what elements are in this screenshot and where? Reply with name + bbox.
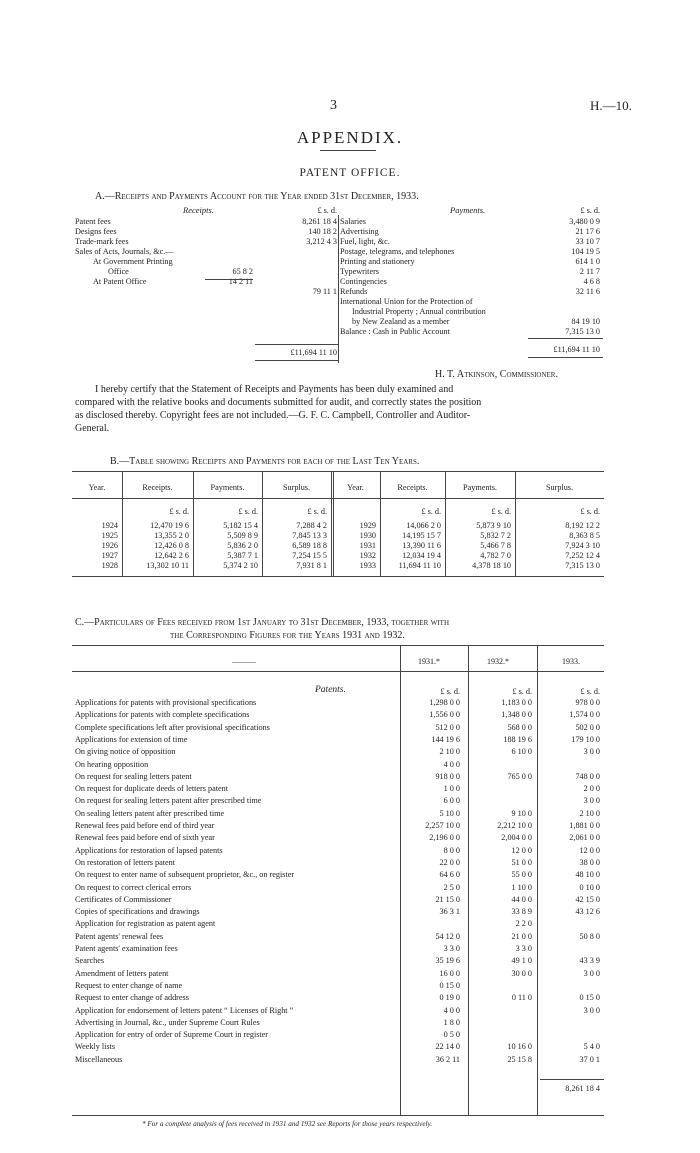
payment-amount: 2 11 7 [579, 267, 600, 276]
certificate-line: as disclosed thereby. Copyright fees are not included.—G. F. C. Campbell, Controller and Auditor- [75, 410, 471, 421]
table-cell: 5,836 2 0 [227, 541, 258, 550]
table-cell: 11,694 11 10 [398, 561, 441, 570]
fee-1931: 2 10 0 [439, 747, 460, 757]
fee-1933: 43 3 9 [579, 956, 600, 966]
receipt-amount: 3,212 4 3 [306, 237, 337, 246]
payment-label: Typewriters [340, 267, 379, 276]
receipts-currency-header: £ s. d. [317, 206, 337, 215]
page-subtitle: PATENT OFFICE. [299, 167, 401, 179]
section-a-heading: A.—Receipts and Payments Account for the Year ended 31st December, 1933. [95, 191, 419, 202]
table-cell: 1924 [101, 521, 118, 530]
table-cell: 5,832 7 2 [480, 531, 511, 540]
column-header-1932: 1932.* [487, 657, 509, 666]
receipt-label: Designs fees [75, 227, 117, 236]
fee-1933: 1,574 0 0 [569, 710, 600, 720]
column-header: Surplus. [282, 483, 311, 492]
sales-subtotal-rule [205, 279, 253, 280]
fee-1932: 25 15 8 [507, 1054, 532, 1064]
fee-1933: 3 0 0 [583, 747, 600, 757]
receipt-label: Sales of Acts, Journals, &c.— [75, 247, 174, 256]
fee-1932: 55 0 0 [511, 870, 532, 880]
fee-1933: 3 0 0 [583, 968, 600, 978]
table-cell: 1930 [359, 531, 376, 540]
fee-1931: 2 5 0 [443, 882, 460, 892]
fee-1932: 6 10 0 [511, 747, 532, 757]
fee-label: Request to enter change of address [75, 993, 189, 1003]
fee-1931: 35 19 6 [435, 956, 460, 966]
column-header: Surplus. [545, 483, 574, 492]
fee-1931: 2,257 10 0 [425, 821, 460, 830]
payments-total: £11,694 11 10 [553, 345, 600, 354]
payment-amount: 32 11 6 [575, 287, 600, 296]
fee-label: Applications for restoration of lapsed patents [75, 845, 223, 855]
table-cell: 7,254 15 5 [292, 551, 327, 560]
fee-label: On restoration of letters patent [75, 857, 176, 867]
payment-amount: 7,315 13 0 [565, 327, 600, 336]
payment-label: Refunds [340, 287, 368, 296]
section-a-divider [338, 215, 339, 363]
fee-label: On request for duplicate deeds of letters patent [75, 784, 229, 794]
fee-1933: 0 10 0 [579, 882, 600, 892]
fee-1931: 2,196 0 0 [429, 833, 460, 843]
table-cell: 1932 [359, 551, 376, 560]
fee-label: Applications for patents with complete specifications [75, 710, 250, 720]
column-divider [262, 471, 263, 576]
fee-label: Amendment of letters patent [75, 968, 169, 978]
fee-1933: 42 15 0 [575, 894, 600, 904]
column-divider [122, 471, 123, 576]
receipt-label: Patent fees [75, 217, 111, 226]
fee-label: Miscellaneous [75, 1054, 123, 1064]
receipts-total-rule-bottom [255, 360, 338, 361]
fee-1933: 37 0 1 [579, 1054, 600, 1064]
fee-1931: 6 0 0 [443, 796, 460, 806]
section-c-col-divider-1 [400, 645, 401, 1115]
fee-1932: 765 0 0 [507, 771, 532, 781]
receipts-total: £11,694 11 10 [290, 348, 337, 357]
unit-1931: £ s. d. [440, 687, 460, 696]
column-divider [380, 471, 381, 576]
column-header: Payments. [463, 483, 497, 492]
section-c-heading-line2: the Corresponding Figures for the Years 1931 and 1932. [170, 630, 405, 641]
table-cell: 1933 [359, 561, 376, 570]
payment-amount: 21 17 6 [575, 227, 600, 236]
section-b-heading: B.—Table showing Receipts and Payments for each of the Last Ten Years. [110, 456, 420, 467]
fee-1933: 748 0 0 [575, 771, 600, 781]
fee-label: Request to enter change of name [75, 980, 183, 990]
column-divider [445, 471, 446, 576]
fee-1933: 1,881 0 0 [569, 821, 600, 830]
column-header: Receipts. [397, 483, 428, 492]
table-cell: 1931 [359, 541, 376, 550]
table-cell: 1925 [101, 531, 118, 540]
table-cell: 7,252 12 4 [565, 551, 600, 560]
certificate-line: compared with the relative books and documents submitted for audit, and correctly states the position [75, 397, 482, 408]
table-cell: 5,509 8 9 [227, 531, 258, 540]
column-divider [193, 471, 194, 576]
section-c-col-divider-3 [537, 645, 538, 1115]
receipt-amount: 8,261 18 4 [302, 217, 337, 226]
fee-1932: 33 8 9 [511, 907, 532, 917]
fee-label: On hearing opposition [75, 759, 149, 769]
title-rule [320, 150, 376, 151]
payment-label: Postage, telegrams, and telephones [340, 247, 455, 256]
unit-label: £ s. d. [580, 507, 600, 516]
fee-1933: 2 0 0 [583, 784, 600, 794]
fee-label: On request for sealing letters patent [75, 771, 192, 781]
fee-1933: 12 0 0 [579, 845, 600, 855]
certificate-line: I hereby certify that the Statement of Receipts and Payments has been duly examined and [95, 384, 454, 395]
payment-label: Industrial Property ; Annual contribution [352, 307, 486, 316]
payment-amount: 33 10 7 [575, 237, 600, 246]
payment-label: Balance : Cash in Public Account [340, 327, 450, 336]
fee-1933: 50 8 0 [579, 931, 600, 941]
column-header-1931: 1931.* [418, 657, 440, 666]
fee-1931: 16 0 0 [439, 968, 460, 978]
column-header-blank: ——— [232, 657, 256, 666]
column-header-1933: 1933. [562, 657, 580, 666]
payment-label: Advertising [340, 227, 379, 236]
fee-1931: 36 3 1 [439, 907, 460, 917]
unit-label: £ s. d. [238, 507, 258, 516]
fee-1931: 22 14 0 [435, 1042, 460, 1052]
receipt-label: Trade-mark fees [75, 237, 129, 246]
receipt-label: At Government Printing [93, 257, 173, 266]
unit-label: £ s. d. [169, 507, 189, 516]
fee-label: On giving notice of opposition [75, 747, 176, 757]
fee-1931: 1,298 0 0 [429, 698, 460, 707]
unit-label: £ s. d. [307, 507, 327, 516]
table-cell: 12,034 19 4 [402, 551, 441, 560]
fee-1933: 2 10 0 [579, 808, 600, 818]
column-header: Year. [347, 483, 364, 492]
payment-amount: 104 19 5 [571, 247, 600, 256]
section-c-bottom-rule [72, 1115, 604, 1116]
fee-1933: 48 10 0 [575, 870, 600, 880]
receipt-amount: 65 8 2 [232, 267, 253, 276]
column-header: Receipts. [142, 483, 173, 492]
payment-amount: 84 19 10 [571, 317, 600, 326]
fee-1933: 3 0 0 [583, 796, 600, 806]
table-cell: 5,387 7 1 [227, 551, 258, 560]
unit-label: £ s. d. [491, 507, 511, 516]
fee-label: Patent agents' renewal fees [75, 931, 164, 941]
table-cell: 12,426 0 8 [154, 541, 189, 550]
fee-1932: 1,183 0 0 [501, 698, 532, 707]
receipt-amount: 14 2 11 [228, 277, 253, 286]
fee-label: On request to correct clerical errors [75, 882, 192, 892]
fee-1932: 49 1 0 [511, 956, 532, 966]
table-cell: 1929 [359, 521, 376, 530]
receipts-total-rule-top [255, 344, 338, 345]
fee-label: Applications for patents with provisional specifications [75, 698, 257, 707]
fee-1931: 4 0 0 [443, 759, 460, 769]
fee-label: Renewal fees paid before end of sixth year [75, 833, 215, 843]
table-cell: 8,192 12 2 [565, 521, 600, 530]
fee-1931: 4 0 0 [443, 1005, 460, 1015]
payments-total-rule-bottom [528, 357, 603, 358]
table-cell: 14,195 15 7 [402, 531, 441, 540]
payment-amount: 3,480 0 9 [569, 217, 600, 226]
receipt-label: Office [108, 267, 129, 276]
page-number: 3 [330, 98, 337, 113]
fee-1931: 8 0 0 [443, 845, 460, 855]
fee-label: Weekly lists [75, 1042, 116, 1052]
sales-subtotal: 79 11 1 [312, 287, 337, 296]
table-cell: 13,390 11 6 [402, 541, 441, 550]
table-cell: 1926 [101, 541, 118, 550]
fee-1931: 64 6 0 [439, 870, 460, 880]
receipt-label: At Patent Office [93, 277, 147, 286]
table-cell: 7,931 8 1 [296, 561, 327, 570]
fee-1933: 38 0 0 [579, 857, 600, 867]
payment-label: International Union for the Protection of [340, 297, 473, 306]
fee-label: Certificates of Commissioner [75, 894, 172, 904]
table-cell: 5,182 15 4 [223, 521, 258, 530]
fee-label: On request to enter name of subsequent proprietor, &c., on register [75, 870, 295, 880]
fee-1933: 5 4 0 [583, 1042, 600, 1052]
fee-1932: 30 0 0 [511, 968, 532, 978]
fee-1931: 36 2 11 [435, 1054, 460, 1064]
footnote: * For a complete analysis of fees received in 1931 and 1932 see Reports for those years respectively. [142, 1120, 433, 1128]
table-cell: 8,363 8 5 [569, 531, 600, 540]
report-code: H.—10. [590, 98, 632, 113]
total-1933-rule-top [540, 1079, 604, 1080]
unit-label: £ s. d. [421, 507, 441, 516]
fee-label: Applications for extension of time [75, 734, 188, 744]
fee-1931: 1 0 0 [443, 784, 460, 794]
fee-label: Application for entry of order of Supreme Court in register [75, 1030, 269, 1040]
fee-1933: 2,061 0 0 [569, 833, 600, 843]
payments-label: Payments. [450, 205, 486, 215]
table-cell: 5,873 9 10 [476, 521, 511, 530]
fee-label: Patent agents' examination fees [75, 944, 178, 953]
table-cell: 12,470 19 6 [150, 521, 189, 530]
fee-1933: 0 15 0 [579, 993, 600, 1003]
fee-1933: 978 0 0 [575, 698, 600, 707]
certificate-line: General. [75, 423, 110, 434]
fee-1933: 43 12 6 [575, 907, 600, 917]
total-1933: 8,261 18 4 [565, 1084, 600, 1093]
table-cell: 5,466 7 8 [480, 541, 511, 550]
section-c-header-rule [72, 671, 604, 672]
table-cell: 4,378 18 10 [472, 561, 511, 570]
fee-label: On request for sealing letters patent after prescribed time [75, 796, 262, 806]
table-cell: 12,642 2 6 [154, 551, 189, 560]
column-header: Year. [88, 483, 106, 492]
receipt-amount: 140 18 2 [308, 227, 337, 236]
table-cell: 13,355 2 0 [154, 531, 189, 540]
fee-1932: 0 11 0 [511, 993, 532, 1003]
column-divider [515, 471, 516, 576]
payment-amount: 4 6 8 [583, 277, 600, 286]
payment-label: by New Zealand as a member [352, 317, 450, 326]
fee-label: Renewal fees paid before end of third year [75, 821, 215, 830]
column-header: Payments. [210, 483, 245, 492]
table-cell: 4,782 7 0 [480, 551, 511, 560]
payments-total-rule-top [528, 338, 603, 339]
table-cell: 7,845 13 3 [292, 531, 327, 540]
fee-label: Copies of specifications and drawings [75, 907, 200, 917]
fee-1932: 3 3 0 [515, 944, 532, 953]
fee-1931: 5 10 0 [439, 808, 460, 818]
fee-1932: 2 2 0 [515, 919, 532, 929]
fee-label: Application for endorsement of letters patent “ Licenses of Right ” [75, 1005, 294, 1015]
fee-1932: 51 0 0 [511, 857, 532, 867]
table-cell: 1928 [101, 561, 118, 570]
fee-1932: 2,004 0 0 [501, 833, 532, 843]
section-b-header-rule [72, 498, 604, 499]
payment-label: Contingencies [340, 277, 387, 286]
table-cell: 7,924 3 10 [565, 541, 600, 550]
fee-1931: 3 3 0 [443, 944, 460, 953]
table-cell: 14,066 2 0 [406, 521, 441, 530]
fee-1931: 1,556 0 0 [429, 710, 460, 720]
fee-1932: 12 0 0 [511, 845, 532, 855]
fee-1931: 918 0 0 [435, 771, 460, 781]
fee-label: Application for registration as patent agent [75, 919, 216, 929]
fee-1932: 568 0 0 [507, 722, 532, 732]
fee-label: Complete specifications left after provisional specifications [75, 722, 270, 732]
commissioner-signature: H. T. Atkinson, Commissioner. [435, 369, 558, 380]
fee-label: On sealing letters patent after prescribed time [75, 808, 225, 818]
patents-label: Patents. [315, 685, 346, 695]
fee-1931: 0 5 0 [443, 1030, 460, 1040]
fee-1932: 21 0 0 [511, 931, 532, 941]
payment-label: Fuel, light, &c. [340, 237, 390, 246]
fee-1932: 188 19 6 [503, 734, 532, 744]
fee-1933: 502 0 0 [575, 722, 600, 732]
fee-1931: 22 0 0 [439, 857, 460, 867]
section-c-col-divider-2 [468, 645, 469, 1115]
fee-1931: 1 8 0 [443, 1017, 460, 1027]
table-cell: 1927 [101, 551, 118, 560]
section-c-heading-line1: C.—Particulars of Fees received from 1st January to 31st December, 1933, together with [75, 617, 450, 628]
payment-amount: 614 1 0 [575, 257, 600, 266]
table-cell: 5,374 2 10 [223, 561, 258, 570]
fee-1931: 54 12 0 [435, 931, 460, 941]
fee-1932: 1 10 0 [511, 882, 532, 892]
fee-1932: 10 16 0 [507, 1042, 532, 1052]
fee-1932: 2,212 10 0 [497, 821, 532, 830]
fee-1932: 9 10 0 [511, 808, 532, 818]
unit-1933: £ s. d. [580, 687, 600, 696]
fee-1931: 144 19 6 [431, 734, 460, 744]
table-cell: 7,288 4 2 [296, 521, 327, 530]
payments-currency-header: £ s. d. [580, 206, 600, 215]
fee-label: Searches [75, 956, 105, 966]
fee-1932: 44 0 0 [511, 894, 532, 904]
receipts-label: Receipts. [183, 205, 214, 215]
fee-label: Advertising in Journal, &c., under Supreme Court Rules [75, 1017, 260, 1027]
unit-1932: £ s. d. [512, 687, 532, 696]
table-cell: 13,302 10 11 [146, 561, 189, 570]
page-title: APPENDIX. [296, 128, 404, 147]
payment-label: Salaries [340, 217, 366, 226]
fee-1931: 0 15 0 [439, 980, 460, 990]
fee-1933: 179 10 0 [571, 734, 600, 744]
fee-1931: 21 15 0 [435, 894, 460, 904]
section-b-bottom-rule [72, 576, 604, 577]
fee-1931: 0 19 0 [439, 993, 460, 1003]
fee-1932: 1,348 0 0 [501, 710, 532, 720]
table-cell: 7,315 13 0 [565, 561, 600, 570]
fee-1931: 512 0 0 [435, 722, 460, 732]
payment-label: Printing and stationery [340, 257, 415, 266]
section-b-top-rule [72, 471, 604, 472]
section-c-top-rule [72, 645, 604, 646]
table-cell: 6,589 18 8 [292, 541, 327, 550]
fee-1933: 3 0 0 [583, 1005, 600, 1015]
